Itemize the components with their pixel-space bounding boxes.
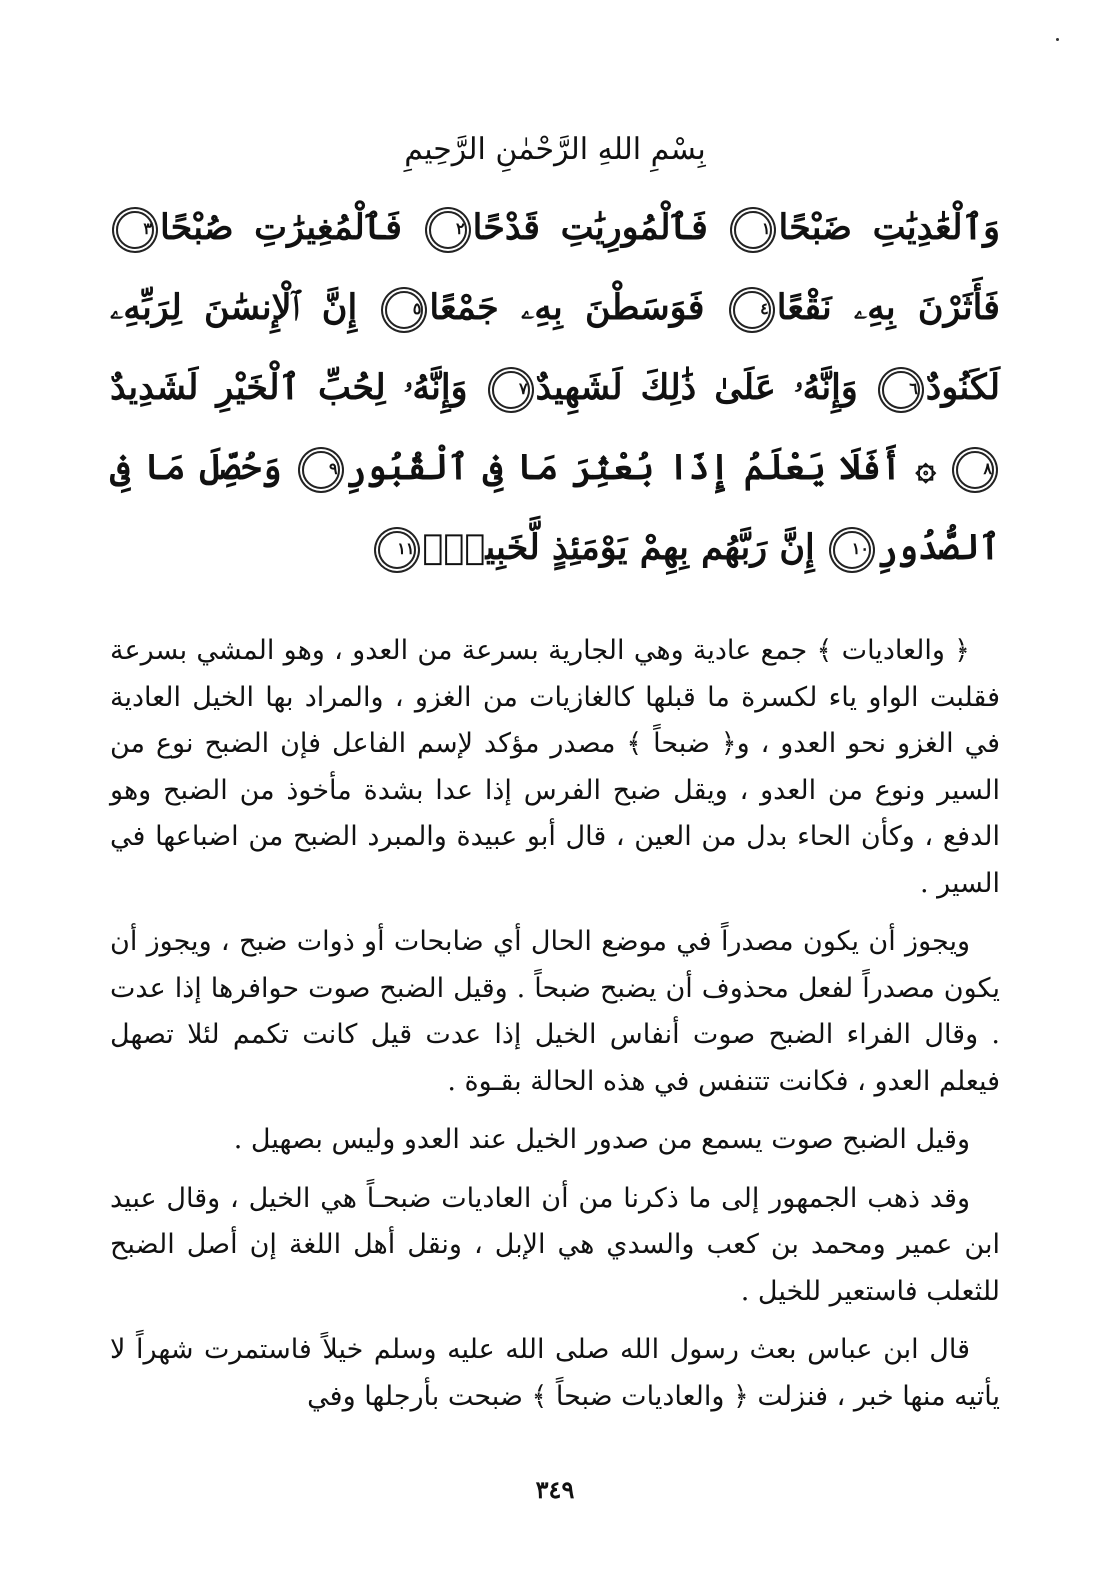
ayah-4 <box>727 287 1000 328</box>
ayah-7 <box>486 367 858 408</box>
ayah-text: فَٱلْمُورِيَٰتِ قَدْحًا <box>472 207 708 248</box>
ayah-1 <box>728 207 1000 248</box>
ayah-2 <box>423 207 708 248</box>
ayah-5 <box>379 287 704 328</box>
ayah-3 <box>110 207 402 248</box>
ayah-number-marker: ١٠ <box>833 531 871 569</box>
ayah-number-marker: ٧ <box>492 371 530 409</box>
commentary-paragraph: وقيل الضبح صوت يسمع من صدور الخيل عند العدو وليس بصهيل . <box>233 1124 970 1155</box>
commentary-paragraph: ويجوز أن يكون مصدراً في موضع الحال أي ضابحات أو ذوات ضبح ، ويجوز أن يكون مصدراً لفعل محذوف أن يضبح ضبحاً . وقيل الضبح صوت حوافرها إذا عدت . وقال الفراء الضبح صوت أنفاس الخيل إذا عدت قيل كانت تكمم لئلا تصهل فيعلم العدو ، فكانت تتنفس في هذه الحالة بقـوة . <box>110 926 1000 1097</box>
ayah-text: إِنَّ ٱلْإِنسَٰنَ لِرَبِّهِۦ لَكَنُودٌ <box>110 287 1001 408</box>
ayah-number-marker: ٥ <box>385 291 423 329</box>
ayah-9 <box>296 447 936 488</box>
ayah-number-marker: ٢ <box>429 211 467 249</box>
commentary-paragraph: وقد ذهب الجمهور إلى ما ذكرنا من أن العاديات ضبحـاً هي الخيل ، وقال عبيد ابن عمير ومحمد بن كعب والسدي هي الإبل ، ونقل أهل اللغة إن أصل الضبح للثعلب فاستعير للخيل . <box>110 1182 1000 1307</box>
page <box>110 110 1000 1530</box>
ayah-text: وَحُصِّلَ مَا فِى ٱلصُّدُورِ <box>110 447 1000 568</box>
ayah-text: وَإِنَّهُۥ عَلَىٰ ذَٰلِكَ لَشَهِيدٌ <box>535 367 858 408</box>
ayah-number-marker: ٦ <box>882 371 920 409</box>
page-number: ٣٤٩ <box>535 1475 575 1504</box>
quran-verses <box>110 188 1000 588</box>
basmala-heading: بِسْمِ اللهِ الرَّحْمٰنِ الرَّحِيمِ <box>404 132 706 167</box>
ayah-number-marker: ٨ <box>956 451 994 489</box>
ayah-number-marker: ١ <box>734 211 772 249</box>
ayah-text: فَأَثَرْنَ بِهِۦ نَقْعًا <box>776 287 1001 328</box>
ayah-text: وَٱلْعَٰدِيَٰتِ ضَبْحًا <box>778 207 1001 248</box>
commentary <box>110 628 1000 1420</box>
ayah-text: ۞ أَفَلَا يَعْلَمُ إِذَا بُعْثِرَ مَا فِى ٱلْقُبُورِ <box>345 447 936 488</box>
ayah-number-marker: ٤ <box>733 291 771 329</box>
ayah-text: إِنَّ رَبَّهُم بِهِمْ يَوْمَئِذٍ لَّخَبِيرٌۢ <box>422 527 815 568</box>
ayah-text: فَٱلْمُغِيرَٰتِ صُبْحًا <box>160 207 402 248</box>
ayah-number-marker: ٩ <box>302 451 340 489</box>
ayah-number-marker: ٣ <box>116 211 154 249</box>
commentary-paragraph: قال ابن عباس بعث رسول الله صلى الله عليه وسلم خيلاً فاستمرت شهراً لا يأتيه منها خبر ، فنزلت ﴿ والعاديات ضبحاً ﴾ ضبحت بأرجلها وفي <box>110 1334 1000 1412</box>
ayah-text: فَوَسَطْنَ بِهِۦ جَمْعًا <box>429 287 705 328</box>
commentary-paragraph: ﴿ والعاديات ﴾ جمع عادية وهي الجارية بسرعة من العدو ، وهو المشي بسرعة فقلبت الواو ياء لكسرة ما قبلها كالغازيات من الغزو ، والمراد بها الخيل العادية في الغزو نحو العدو ، و﴿ ضبحاً ﴾ مصدر مؤكد لإسم الفاعل فإن الضبح نوع من السير ونوع من العدو ، ويقل ضبح الفرس إذا عدا بشدة مأخوذ من الضبح وهو الدفع ، وكأن الحاء بدل من العين ، قال أبو عبيدة والمبرد الضبح من اضباعها في السير . <box>110 635 1000 899</box>
scan-speck <box>1056 38 1059 41</box>
ayah-text: وَإِنَّهُۥ لِحُبِّ ٱلْخَيْرِ لَشَدِيدٌ <box>110 367 468 408</box>
ayah-11 <box>372 527 814 568</box>
ayah-number-marker: ١١ <box>378 531 416 569</box>
